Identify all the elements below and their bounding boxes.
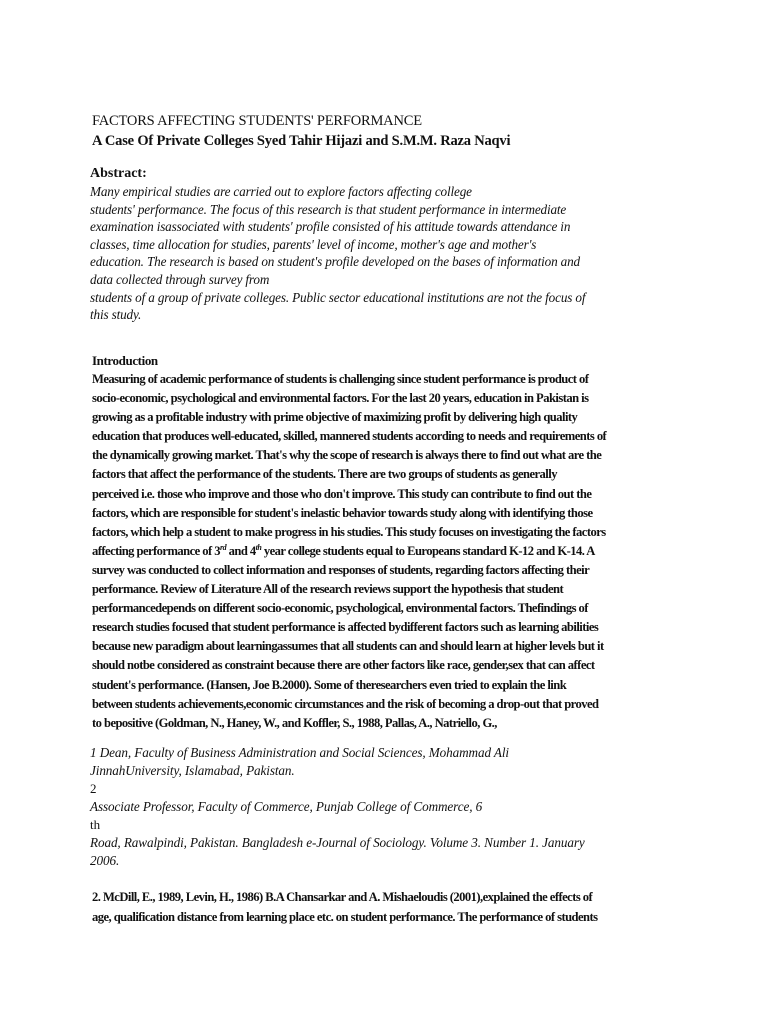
- body-line: between students achievements,economic circumstances and the risk of becoming a drop-out that proved: [92, 696, 599, 711]
- footnote-marker: 2: [90, 781, 97, 796]
- superscript-th: th: [255, 542, 262, 552]
- abstract-line: classes, time allocation for studies, parents' level of income, mother's age and mother's: [90, 236, 537, 252]
- abstract-heading: Abstract:: [90, 166, 147, 181]
- footnote-ordinal: th: [90, 817, 101, 832]
- body-line: performancedepends on different socio-economic, psychological, environmental factors. Thefindings of: [92, 601, 588, 616]
- body-text: and 4: [226, 543, 256, 558]
- abstract-line: education. The research is based on student's profile developed on the bases of information and: [90, 254, 580, 270]
- footnote-line: 2006.: [90, 853, 120, 868]
- abstract-line: this study.: [90, 307, 142, 323]
- body-line: age, qualification distance from learning place etc. on student performance. The performance of students: [92, 909, 598, 924]
- author-name-bold: S.M.M. Raza Naqvi: [391, 133, 511, 149]
- body-line: performance. Review of Literature All of the research reviews support the hypothesis that student: [92, 582, 564, 597]
- paper-subtitle-authors: [92, 131, 692, 151]
- footnote-line: Road, Rawalpindi, Pakistan. Bangladesh e-Journal of Sociology. Volume 3. Number 1. January: [90, 835, 585, 850]
- continuation-section: [92, 888, 692, 927]
- footnote-line: 1 Dean, Faculty of Business Administration and Social Sciences, Mohammad Ali: [90, 745, 509, 760]
- introduction-section: [92, 352, 684, 733]
- abstract-line: data collected through survey from: [90, 271, 270, 287]
- abstract-section: [90, 165, 682, 324]
- body-line: socio-economic, psychological and environmental factors. For the last 20 years, education in Pakistan is: [92, 391, 589, 406]
- body-line: because new paradigm about learningassumes that all students can and should learn at higher levels but it: [92, 639, 604, 654]
- body-text: affecting performance of 3: [92, 543, 221, 558]
- body-line: should notbe considered as constraint because there are other factors like race, gender,sex that can affect: [92, 658, 595, 673]
- title-block: [92, 111, 692, 151]
- subtitle-text: A Case Of Private Colleges Syed Tahir Hijazi and: [92, 133, 392, 149]
- introduction-heading: Introduction: [92, 353, 158, 368]
- body-line: factors that affect the performance of the students. There are two groups of students as generally: [92, 467, 557, 482]
- body-line: student's performance. (Hansen, Joe B.2000). Some of theresearchers even tried to explain the link: [92, 677, 567, 692]
- footnote-line: JinnahUniversity, Islamabad, Pakistan.: [90, 763, 295, 778]
- footnote-line: Associate Professor, Faculty of Commerce, Punjab College of Commerce, 6: [90, 799, 483, 814]
- body-line: factors, which help a student to make progress in his studies. This study focuses on investigating the factors: [92, 524, 606, 539]
- paper-title: FACTORS AFFECTING STUDENTS' PERFORMANCE: [92, 113, 422, 129]
- body-line: education that produces well-educated, skilled, mannered students according to needs and requirements of: [92, 429, 607, 444]
- body-line: factors, which are responsible for student's inelastic behavior towards study along with identifying those: [92, 505, 593, 520]
- abstract-line: students of a group of private colleges. Public sector educational institutions are not the focus of: [90, 289, 586, 305]
- body-line: perceived i.e. those who improve and those who don't improve. This study can contribute to find out the: [92, 486, 592, 501]
- superscript-rd: rd: [220, 542, 227, 552]
- body-line-with-superscripts: [92, 542, 684, 561]
- footnotes-section: [90, 744, 690, 870]
- body-line: growing as a profitable industry with prime objective of maximizing profit by delivering high quality: [92, 410, 578, 425]
- body-line: survey was conducted to collect information and responses of students, regarding factors affecting their: [92, 562, 590, 577]
- body-line: 2. McDill, E., 1989, Levin, H., 1986) B.A Chansarkar and A. Mishaeloudis (2001),explained the effects of: [92, 890, 593, 904]
- body-line: the dynamically growing market. That's why the scope of research is always there to find out what are the: [92, 448, 602, 463]
- body-line: research studies focused that student performance is affected bydifferent factors such as learning abilities: [92, 620, 599, 635]
- abstract-line: Many empirical studies are carried out to explore factors affecting college: [90, 184, 472, 199]
- abstract-line: examination isassociated with students' profile consisted of his attitude towards attendance in: [90, 219, 571, 235]
- body-line: Measuring of academic performance of students is challenging since student performance is product of: [92, 372, 589, 386]
- abstract-line: students' performance. The focus of this research is that student performance in intermediate: [90, 201, 567, 217]
- body-text: year college students equal to Europeans standard K-12 and K-14. A: [261, 543, 595, 558]
- body-line: to bepositive (Goldman, N., Haney, W., and Koffler, S., 1988, Pallas, A., Natriello, G.,: [92, 715, 497, 730]
